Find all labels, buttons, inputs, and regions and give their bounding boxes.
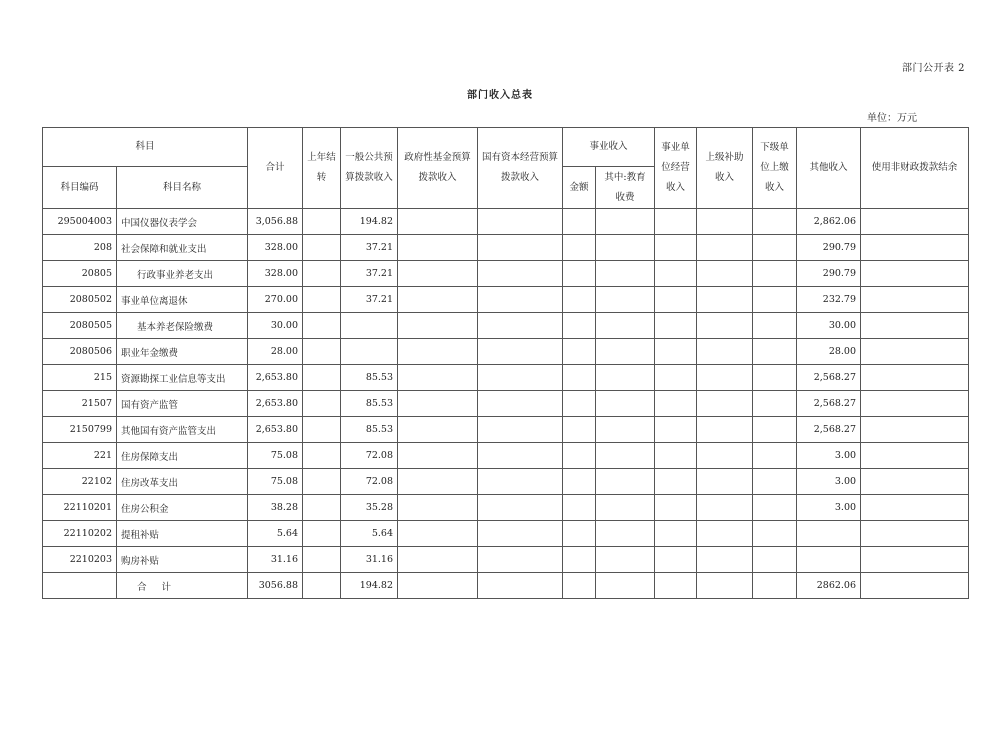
empty-cell	[596, 521, 655, 547]
empty-cell	[861, 209, 969, 235]
empty-cell	[596, 287, 655, 313]
code-cell: 21507	[43, 391, 117, 417]
general-budget-cell: 72.08	[341, 443, 398, 469]
empty-cell	[478, 495, 563, 521]
table-row	[43, 261, 969, 287]
empty-cell	[753, 417, 797, 443]
code-cell: 2150799	[43, 417, 117, 443]
name-cell: 资源勘探工业信息等支出	[117, 365, 248, 391]
empty-cell	[563, 365, 596, 391]
empty-cell	[655, 547, 697, 573]
empty-cell	[697, 313, 753, 339]
empty-cell	[861, 547, 969, 573]
code-cell: 2080505	[43, 313, 117, 339]
total-cell: 30.00	[248, 313, 303, 339]
table-row	[43, 313, 969, 339]
code-header: 科目编码	[43, 167, 117, 209]
table-row	[43, 391, 969, 417]
empty-cell	[655, 313, 697, 339]
other-income-cell: 3.00	[797, 443, 861, 469]
empty-cell	[563, 261, 596, 287]
code-cell: 295004003	[43, 209, 117, 235]
table-row	[43, 469, 969, 495]
empty-cell	[563, 391, 596, 417]
general-budget-cell: 72.08	[341, 469, 398, 495]
other-income-cell	[797, 521, 861, 547]
empty-cell	[655, 417, 697, 443]
empty-cell	[563, 521, 596, 547]
carryover-cell	[303, 443, 341, 469]
carryover-cell	[303, 469, 341, 495]
table-row	[43, 417, 969, 443]
empty-cell	[563, 235, 596, 261]
subject-header: 科目	[43, 128, 248, 167]
empty-cell	[478, 443, 563, 469]
total-cell: 328.00	[248, 235, 303, 261]
name-cell: 国有资产监管	[117, 391, 248, 417]
empty-cell	[398, 313, 478, 339]
empty-cell	[303, 573, 341, 599]
empty-cell	[753, 261, 797, 287]
table-row	[43, 209, 969, 235]
empty-cell	[753, 313, 797, 339]
code-cell: 22102	[43, 469, 117, 495]
total-header: 合计	[248, 128, 303, 209]
empty-cell	[697, 391, 753, 417]
general-budget-cell: 37.21	[341, 261, 398, 287]
empty-cell	[655, 365, 697, 391]
empty-cell	[563, 495, 596, 521]
table-row	[43, 547, 969, 573]
empty-cell	[861, 443, 969, 469]
name-cell: 事业单位离退休	[117, 287, 248, 313]
empty-cell	[655, 209, 697, 235]
total-cell: 75.08	[248, 469, 303, 495]
empty-cell	[753, 209, 797, 235]
empty-cell	[753, 495, 797, 521]
empty-cell	[655, 573, 697, 599]
other-income-cell: 2,568.27	[797, 365, 861, 391]
empty-cell	[697, 365, 753, 391]
empty-cell	[478, 573, 563, 599]
empty-cell	[478, 287, 563, 313]
code-cell: 20805	[43, 261, 117, 287]
code-cell: 22110202	[43, 521, 117, 547]
empty-cell	[861, 495, 969, 521]
total-label: 合 计	[117, 573, 248, 599]
name-cell: 中国仪器仪表学会	[117, 209, 248, 235]
empty-cell	[697, 443, 753, 469]
income-summary-table	[42, 127, 969, 599]
carryover-cell	[303, 339, 341, 365]
empty-cell	[861, 573, 969, 599]
empty-cell	[563, 547, 596, 573]
code-cell: 208	[43, 235, 117, 261]
empty-cell	[753, 365, 797, 391]
name-header: 科目名称	[117, 167, 248, 209]
empty-cell	[655, 339, 697, 365]
empty-cell	[398, 573, 478, 599]
other-income-cell: 2,862.06	[797, 209, 861, 235]
empty-cell	[753, 547, 797, 573]
empty-cell	[43, 573, 117, 599]
empty-cell	[563, 573, 596, 599]
general-budget-cell: 5.64	[341, 521, 398, 547]
empty-cell	[861, 313, 969, 339]
carryover-cell	[303, 313, 341, 339]
empty-cell	[398, 521, 478, 547]
empty-cell	[655, 469, 697, 495]
general-budget-cell: 31.16	[341, 547, 398, 573]
carryover-cell	[303, 547, 341, 573]
empty-cell	[655, 287, 697, 313]
empty-cell	[697, 417, 753, 443]
table-row	[43, 495, 969, 521]
empty-cell	[697, 521, 753, 547]
empty-cell	[697, 339, 753, 365]
amount-header: 金额	[563, 167, 596, 209]
total-cell: 3,056.88	[248, 209, 303, 235]
empty-cell	[596, 365, 655, 391]
general-budget-cell: 85.53	[341, 417, 398, 443]
empty-cell	[861, 339, 969, 365]
carryover-cell	[303, 261, 341, 287]
empty-cell	[596, 469, 655, 495]
empty-cell	[478, 365, 563, 391]
general-budget-cell: 194.82	[341, 573, 398, 599]
general-budget-cell: 85.53	[341, 391, 398, 417]
code-cell: 2210203	[43, 547, 117, 573]
general-budget-cell: 37.21	[341, 287, 398, 313]
carryover-cell	[303, 365, 341, 391]
table-row	[43, 339, 969, 365]
carryover-cell	[303, 235, 341, 261]
empty-cell	[697, 287, 753, 313]
other-income-cell: 290.79	[797, 261, 861, 287]
other-income-cell: 28.00	[797, 339, 861, 365]
empty-cell	[596, 235, 655, 261]
total-cell: 2,653.80	[248, 365, 303, 391]
name-cell: 职业年金缴费	[117, 339, 248, 365]
code-cell: 215	[43, 365, 117, 391]
empty-cell	[655, 521, 697, 547]
empty-cell	[753, 521, 797, 547]
carryover-cell	[303, 287, 341, 313]
empty-cell	[596, 443, 655, 469]
name-cell: 购房补贴	[117, 547, 248, 573]
higher-subsidy-header: 上级补助收入	[697, 128, 753, 209]
empty-cell	[596, 261, 655, 287]
other-income-header: 其他收入	[797, 128, 861, 209]
total-cell: 38.28	[248, 495, 303, 521]
general-budget-cell	[341, 339, 398, 365]
empty-cell	[398, 391, 478, 417]
carryover-cell	[303, 209, 341, 235]
empty-cell	[655, 235, 697, 261]
lower-unit-header: 下级单位上缴收入	[753, 128, 797, 209]
empty-cell	[861, 417, 969, 443]
other-income-cell: 2,568.27	[797, 417, 861, 443]
empty-cell	[697, 573, 753, 599]
empty-cell	[655, 495, 697, 521]
empty-cell	[398, 469, 478, 495]
empty-cell	[596, 573, 655, 599]
table-body	[43, 209, 969, 599]
total-row	[43, 573, 969, 599]
empty-cell	[478, 469, 563, 495]
empty-cell	[398, 365, 478, 391]
empty-cell	[596, 313, 655, 339]
total-cell: 328.00	[248, 261, 303, 287]
total-cell: 28.00	[248, 339, 303, 365]
empty-cell	[398, 287, 478, 313]
name-cell: 社会保障和就业支出	[117, 235, 248, 261]
empty-cell	[753, 339, 797, 365]
empty-cell	[753, 469, 797, 495]
code-cell: 22110201	[43, 495, 117, 521]
other-income-cell: 2,568.27	[797, 391, 861, 417]
general-budget-cell: 85.53	[341, 365, 398, 391]
empty-cell	[697, 261, 753, 287]
unit-label: 单位：万元	[867, 113, 917, 124]
empty-cell	[596, 547, 655, 573]
empty-cell	[478, 547, 563, 573]
name-cell: 基本养老保险缴费	[117, 313, 248, 339]
empty-cell	[478, 209, 563, 235]
name-cell: 住房保障支出	[117, 443, 248, 469]
empty-cell	[753, 443, 797, 469]
total-cell: 3056.88	[248, 573, 303, 599]
carryover-cell	[303, 495, 341, 521]
empty-cell	[753, 235, 797, 261]
other-income-cell: 3.00	[797, 469, 861, 495]
empty-cell	[697, 469, 753, 495]
code-cell: 221	[43, 443, 117, 469]
empty-cell	[478, 521, 563, 547]
page-title: 部门收入总表	[467, 90, 533, 101]
table-row	[43, 443, 969, 469]
empty-cell	[398, 443, 478, 469]
total-cell: 270.00	[248, 287, 303, 313]
carryover-cell	[303, 417, 341, 443]
empty-cell	[861, 235, 969, 261]
empty-cell	[861, 521, 969, 547]
empty-cell	[655, 443, 697, 469]
empty-cell	[753, 287, 797, 313]
education-fee-header: 其中:教育收费	[596, 167, 655, 209]
empty-cell	[398, 495, 478, 521]
empty-cell	[478, 391, 563, 417]
gov-fund-header: 政府性基金预算拨款收入	[398, 128, 478, 209]
name-cell: 行政事业养老支出	[117, 261, 248, 287]
name-cell: 其他国有资产监管支出	[117, 417, 248, 443]
empty-cell	[655, 261, 697, 287]
name-cell: 住房改革支出	[117, 469, 248, 495]
empty-cell	[563, 417, 596, 443]
empty-cell	[478, 313, 563, 339]
empty-cell	[596, 209, 655, 235]
empty-cell	[697, 235, 753, 261]
empty-cell	[398, 209, 478, 235]
state-capital-header: 国有资本经营预算拨款收入	[478, 128, 563, 209]
empty-cell	[478, 339, 563, 365]
empty-cell	[563, 469, 596, 495]
empty-cell	[478, 261, 563, 287]
empty-cell	[861, 365, 969, 391]
empty-cell	[398, 339, 478, 365]
empty-cell	[398, 235, 478, 261]
table-row	[43, 521, 969, 547]
carryover-cell	[303, 521, 341, 547]
carryover-cell	[303, 391, 341, 417]
general-budget-cell: 194.82	[341, 209, 398, 235]
operating-income-header: 事业单位经营收入	[655, 128, 697, 209]
empty-cell	[596, 339, 655, 365]
table-row	[43, 235, 969, 261]
empty-cell	[478, 235, 563, 261]
empty-cell	[563, 313, 596, 339]
form-number-label: 部门公开表 2	[902, 63, 966, 74]
total-cell: 31.16	[248, 547, 303, 573]
empty-cell	[697, 495, 753, 521]
empty-cell	[563, 209, 596, 235]
empty-cell	[697, 209, 753, 235]
other-income-cell: 232.79	[797, 287, 861, 313]
empty-cell	[753, 573, 797, 599]
empty-cell	[563, 287, 596, 313]
empty-cell	[861, 287, 969, 313]
general-budget-cell	[341, 313, 398, 339]
other-income-cell: 30.00	[797, 313, 861, 339]
empty-cell	[753, 391, 797, 417]
total-cell: 5.64	[248, 521, 303, 547]
other-income-cell	[797, 547, 861, 573]
empty-cell	[478, 417, 563, 443]
other-income-cell: 2862.06	[797, 573, 861, 599]
total-cell: 2,653.80	[248, 417, 303, 443]
code-cell: 2080506	[43, 339, 117, 365]
table-row	[43, 287, 969, 313]
empty-cell	[697, 547, 753, 573]
empty-cell	[596, 417, 655, 443]
general-budget-cell: 35.28	[341, 495, 398, 521]
general-budget-header: 一般公共预算拨款收入	[341, 128, 398, 209]
empty-cell	[563, 443, 596, 469]
empty-cell	[398, 261, 478, 287]
table-row	[43, 365, 969, 391]
other-income-cell: 290.79	[797, 235, 861, 261]
empty-cell	[398, 547, 478, 573]
non-fiscal-balance-header: 使用非财政拨款结余	[861, 128, 969, 209]
other-income-cell: 3.00	[797, 495, 861, 521]
empty-cell	[861, 469, 969, 495]
empty-cell	[861, 391, 969, 417]
header-row-1	[43, 128, 969, 167]
empty-cell	[655, 391, 697, 417]
name-cell: 住房公积金	[117, 495, 248, 521]
business-income-header: 事业收入	[563, 128, 655, 167]
empty-cell	[596, 495, 655, 521]
empty-cell	[596, 391, 655, 417]
empty-cell	[563, 339, 596, 365]
total-cell: 75.08	[248, 443, 303, 469]
empty-cell	[398, 417, 478, 443]
total-cell: 2,653.80	[248, 391, 303, 417]
empty-cell	[861, 261, 969, 287]
carryover-header: 上年结转	[303, 128, 341, 209]
general-budget-cell: 37.21	[341, 235, 398, 261]
code-cell: 2080502	[43, 287, 117, 313]
name-cell: 提租补贴	[117, 521, 248, 547]
